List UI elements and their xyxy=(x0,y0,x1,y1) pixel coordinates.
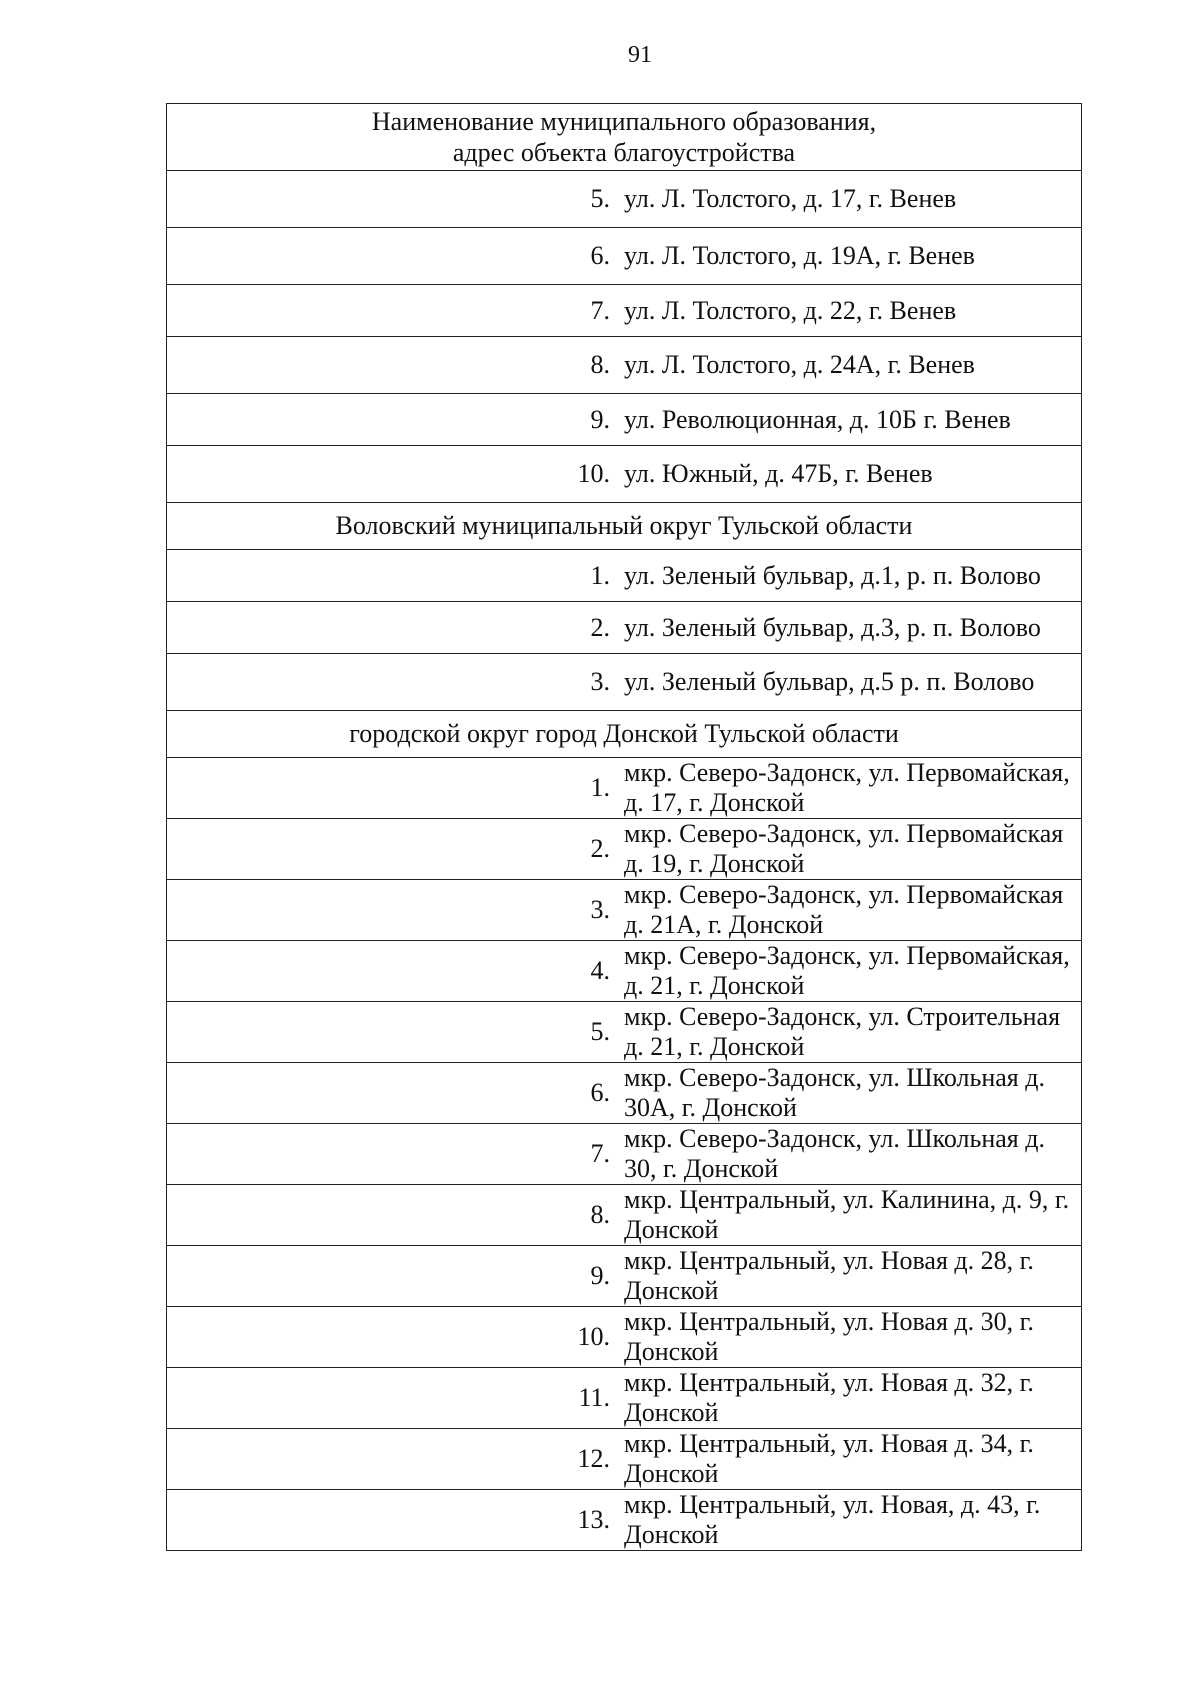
row-number: 3. xyxy=(167,654,625,711)
row-address: ул. Зеленый бульвар, д.5 р. п. Волово xyxy=(624,654,1082,711)
table-row xyxy=(167,819,1082,880)
row-address: ул. Л. Толстого, д. 24А, г. Венев xyxy=(624,337,1082,394)
row-number: 9. xyxy=(167,394,625,446)
row-address: ул. Зеленый бульвар, д.1, р. п. Волово xyxy=(624,550,1082,602)
row-number: 7. xyxy=(167,1124,625,1185)
row-number: 12. xyxy=(167,1429,625,1490)
row-address: мкр. Северо-Задонск, ул. Первомайская, д. 17, г. Донской xyxy=(624,758,1082,819)
row-address: ул. Зеленый бульвар, д.3, р. п. Волово xyxy=(624,602,1082,654)
page-number: 91 xyxy=(628,42,652,68)
row-number: 4. xyxy=(167,941,625,1002)
table-row xyxy=(167,880,1082,941)
table-row xyxy=(167,1429,1082,1490)
row-address: мкр. Северо-Задонск, ул. Первомайская д. 21А, г. Донской xyxy=(624,880,1082,941)
row-address: ул. Революционная, д. 10Б г. Венев xyxy=(624,394,1082,446)
row-address: ул. Л. Толстого, д. 17, г. Венев xyxy=(624,171,1082,228)
table-row xyxy=(167,394,1082,446)
table-row xyxy=(167,758,1082,819)
row-number: 5. xyxy=(167,1002,625,1063)
row-number: 6. xyxy=(167,228,625,285)
row-number: 7. xyxy=(167,285,625,337)
table-row xyxy=(167,654,1082,711)
table-row xyxy=(167,1124,1082,1185)
row-address: мкр. Северо-Задонск, ул. Первомайская д. 19, г. Донской xyxy=(624,819,1082,880)
table-row xyxy=(167,1490,1082,1551)
row-number: 8. xyxy=(167,337,625,394)
objects-table xyxy=(166,103,1082,1551)
row-address: мкр. Центральный, ул. Новая д. 34, г. Донской xyxy=(624,1429,1082,1490)
table-row xyxy=(167,1063,1082,1124)
row-address: мкр. Центральный, ул. Новая д. 28, г. Донской xyxy=(624,1246,1082,1307)
table-row xyxy=(167,602,1082,654)
table-row xyxy=(167,228,1082,285)
row-number: 5. xyxy=(167,171,625,228)
header-line-1: Наименование муниципального образования, xyxy=(371,107,877,136)
row-address: мкр. Северо-Задонск, ул. Школьная д. 30, г. Донской xyxy=(624,1124,1082,1185)
section-title: Воловский муниципальный округ Тульской области xyxy=(167,503,1082,550)
row-number: 9. xyxy=(167,1246,625,1307)
row-address: ул. Л. Толстого, д. 19А, г. Венев xyxy=(624,228,1082,285)
row-number: 10. xyxy=(167,446,625,503)
row-number: 1. xyxy=(167,758,625,819)
table-row xyxy=(167,1368,1082,1429)
row-number: 3. xyxy=(167,880,625,941)
row-number: 1. xyxy=(167,550,625,602)
row-address: ул. Л. Толстого, д. 22, г. Венев xyxy=(624,285,1082,337)
row-address: мкр. Центральный, ул. Новая д. 30, г. Донской xyxy=(624,1307,1082,1368)
row-address: мкр. Северо-Задонск, ул. Первомайская, д. 21, г. Донской xyxy=(624,941,1082,1002)
row-address: ул. Южный, д. 47Б, г. Венев xyxy=(624,446,1082,503)
row-address: мкр. Центральный, ул. Новая д. 32, г. Донской xyxy=(624,1368,1082,1429)
section-row xyxy=(167,711,1082,758)
header-line-2: адрес объекта благоустройства xyxy=(452,138,796,167)
row-number: 2. xyxy=(167,602,625,654)
row-address: мкр. Северо-Задонск, ул. Строительная д. 21, г. Донской xyxy=(624,1002,1082,1063)
table-row xyxy=(167,171,1082,228)
table-header-cell xyxy=(167,104,1082,171)
table-row xyxy=(167,1185,1082,1246)
section-row xyxy=(167,503,1082,550)
row-address: мкр. Северо-Задонск, ул. Школьная д. 30А, г. Донской xyxy=(624,1063,1082,1124)
table-row xyxy=(167,550,1082,602)
row-number: 6. xyxy=(167,1063,625,1124)
table-row xyxy=(167,446,1082,503)
table-row xyxy=(167,1246,1082,1307)
row-number: 13. xyxy=(167,1490,625,1551)
row-number: 8. xyxy=(167,1185,625,1246)
table-row xyxy=(167,1307,1082,1368)
table-row xyxy=(167,337,1082,394)
table-row xyxy=(167,941,1082,1002)
row-number: 2. xyxy=(167,819,625,880)
table-row xyxy=(167,1002,1082,1063)
row-address: мкр. Центральный, ул. Новая, д. 43, г. Донской xyxy=(624,1490,1082,1551)
row-number: 11. xyxy=(167,1368,625,1429)
table-header-row xyxy=(167,104,1082,171)
table-row xyxy=(167,285,1082,337)
row-number: 10. xyxy=(167,1307,625,1368)
row-address: мкр. Центральный, ул. Калинина, д. 9, г. Донской xyxy=(624,1185,1082,1246)
section-title: городской округ город Донской Тульской области xyxy=(167,711,1082,758)
